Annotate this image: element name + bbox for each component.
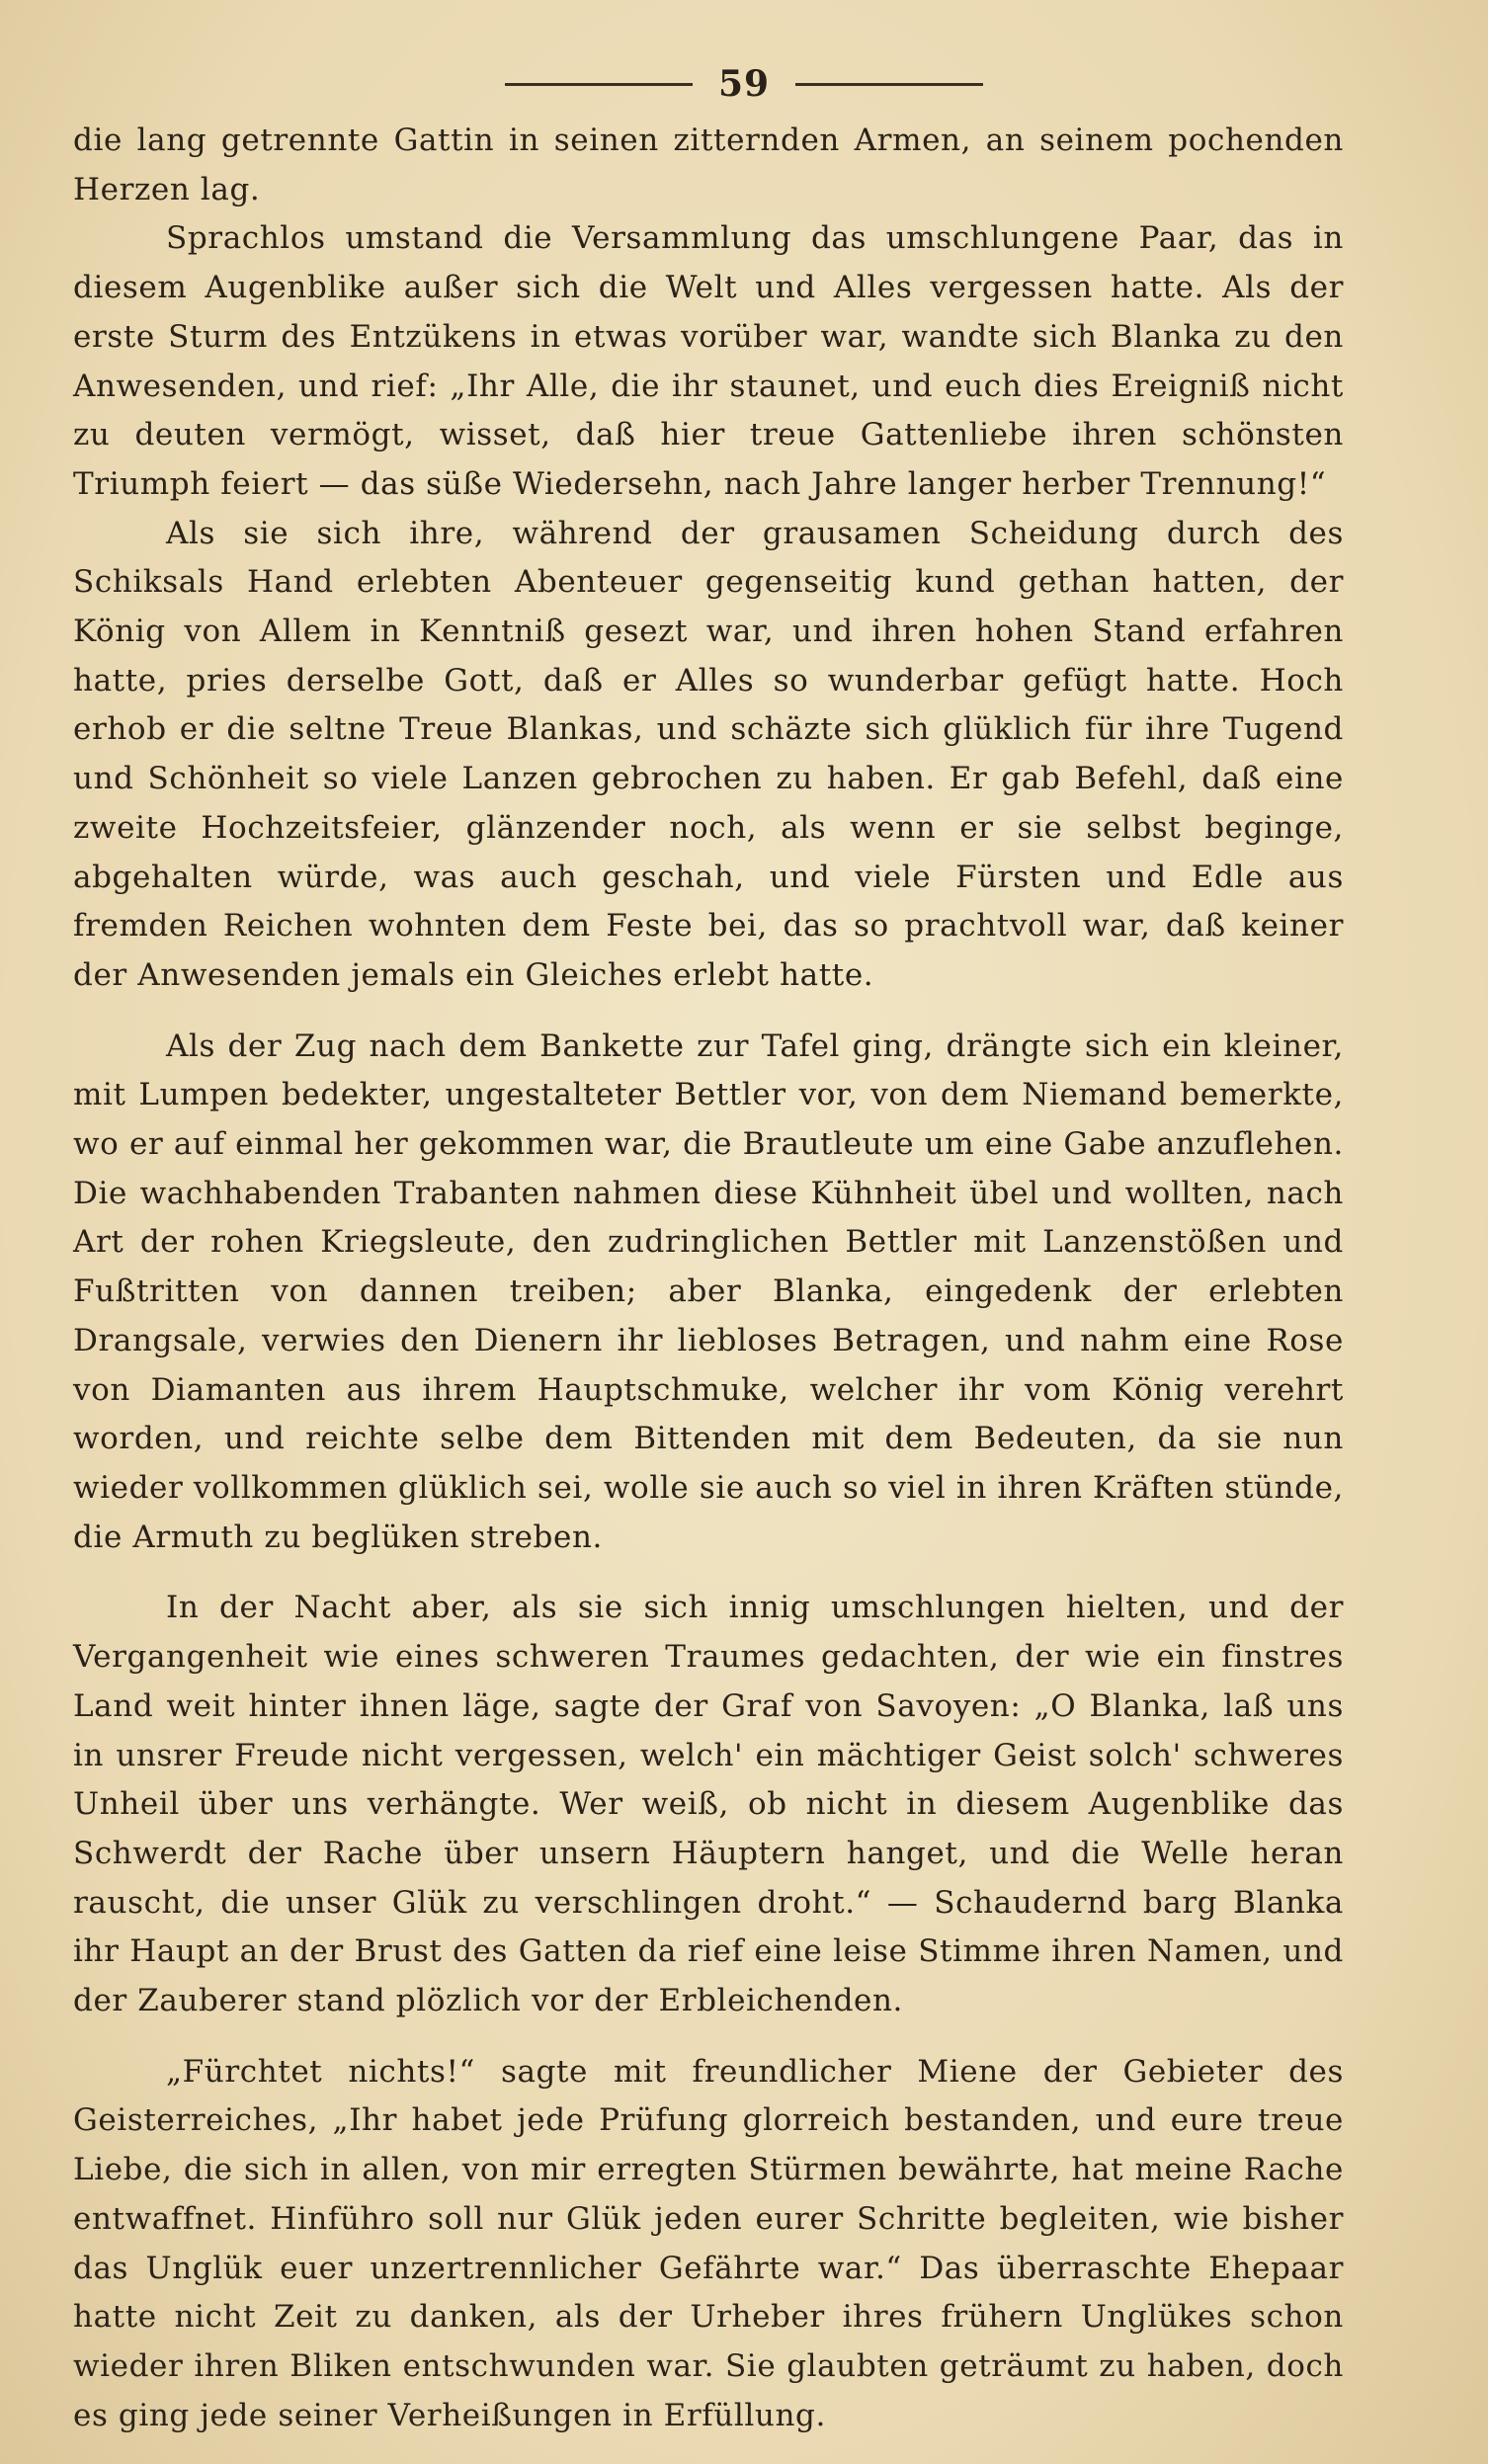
page-header: [0, 59, 1488, 109]
paragraph-1: die lang getrennte Gattin in seinen zitternden Armen, an seinem pochenden Herzen lag.: [73, 123, 1344, 207]
page-number: 59: [717, 63, 771, 105]
paragraph-6: „Fürchtet nichts!“ sagte mit freundlicher Miene der Gebieter des Geisterreiches, „Ihr habet jede Prüfung glorreich bestanden, und eure treue Liebe, die sich in allen, von mir erregten Stürmen bewährte, hat meine Rache entwaffnet. Hinführo soll nur Glük jeden eurer Schritte begleiten, wie bisher das Unglük euer unzertrennlicher Gefährte war.“ Das überraschte Ehepaar hatte nicht Zeit zu danken, als der Urheber ihres frühern Unglükes schon wieder ihren Bliken entschwunden war. Sie glaubten geträumt zu haben, doch es ging jede seiner Verheißungen in Erfüllung.: [73, 2053, 1344, 2433]
header-rule-left: [505, 83, 693, 86]
paragraph-3: Als sie sich ihre, während der grausamen Scheidung durch des Schiksals Hand erlebten Abenteuer gegenseitig kund gethan hatten, der König von Allem in Kenntniß gesezt war, und ihren hohen Stand erfahren hatte, pries derselbe Gott, daß er Alles so wunderbar gefügt hatte. Hoch erhob er die seltne Treue Blankas, und schäzte sich glüklich für ihre Tugend und Schönheit so viele Lanzen gebrochen zu haben. Er gab Befehl, daß eine zweite Hochzeitsfeier, glänzender noch, als wenn er sie selbst beginge, abgehalten würde, was auch geschah, und viele Fürsten und Edle aus fremden Reichen wohnten dem Feste bei, das so prachtvoll war, daß keiner der Anwesenden jemals ein Gleiches erlebt hatte.: [73, 515, 1344, 993]
paragraph-2: Sprachlos umstand die Versammlung das umschlungene Paar, das in diesem Augenblike außer sich die Welt und Alles vergessen hatte. Als der erste Sturm des Entzükens in etwas vorüber war, wandte sich Blanka zu den Anwesenden, und rief: „Ihr Alle, die ihr staunet, und euch dies Ereigniß nicht zu deuten vermögt, wisset, daß hier treue Gattenliebe ihren schönsten Triumph feiert — das süße Wiedersehn, nach Jahre langer herber Trennung!“: [73, 220, 1344, 502]
header-rule-right: [795, 83, 983, 86]
paragraph-5: In der Nacht aber, als sie sich innig umschlungen hielten, und der Vergangenheit wie eines schweren Traumes gedachten, der wie ein finstres Land weit hinter ihnen läge, sagte der Graf von Savoyen: „O Blanka, laß uns in unsrer Freude nicht vergessen, welch' ein mächtiger Geist solch' schweres Unheil über uns verhängte. Wer weiß, ob nicht in diesem Augenblike das Schwerdt der Rache über unsern Häuptern hanget, und die Welle heran rauscht, die unser Glük zu verschlingen droht.“ — Schaudernd barg Blanka ihr Haupt an der Brust des Gatten da rief eine leise Stimme ihren Namen, und der Zauberer stand plözlich vor der Erbleichenden.: [73, 1590, 1344, 2019]
paragraph-4: Als der Zug nach dem Bankette zur Tafel ging, drängte sich ein kleiner, mit Lumpen bedekter, ungestalteter Bettler vor, von dem Niemand bemerkte, wo er auf einmal her gekommen war, die Brautleute um eine Gabe anzuflehen. Die wachhabenden Trabanten nahmen diese Kühnheit übel und wollten, nach Art der rohen Kriegsleute, den zudringlichen Bettler mit Lanzenstößen und Fußtritten von dannen treiben; aber Blanka, eingedenk der erlebten Drangsale, verwies den Dienern ihr liebloses Betragen, und nahm eine Rose von Diamanten aus ihrem Hauptschmuke, welcher ihr vom König verehrt worden, und reichte selbe dem Bittenden mit dem Bedeuten, da sie nun wieder vollkommen glüklich sei, wolle sie auch so viel in ihren Kräften stünde, die Armuth zu beglüken streben.: [73, 1027, 1344, 1555]
body-text: [73, 117, 1344, 2440]
